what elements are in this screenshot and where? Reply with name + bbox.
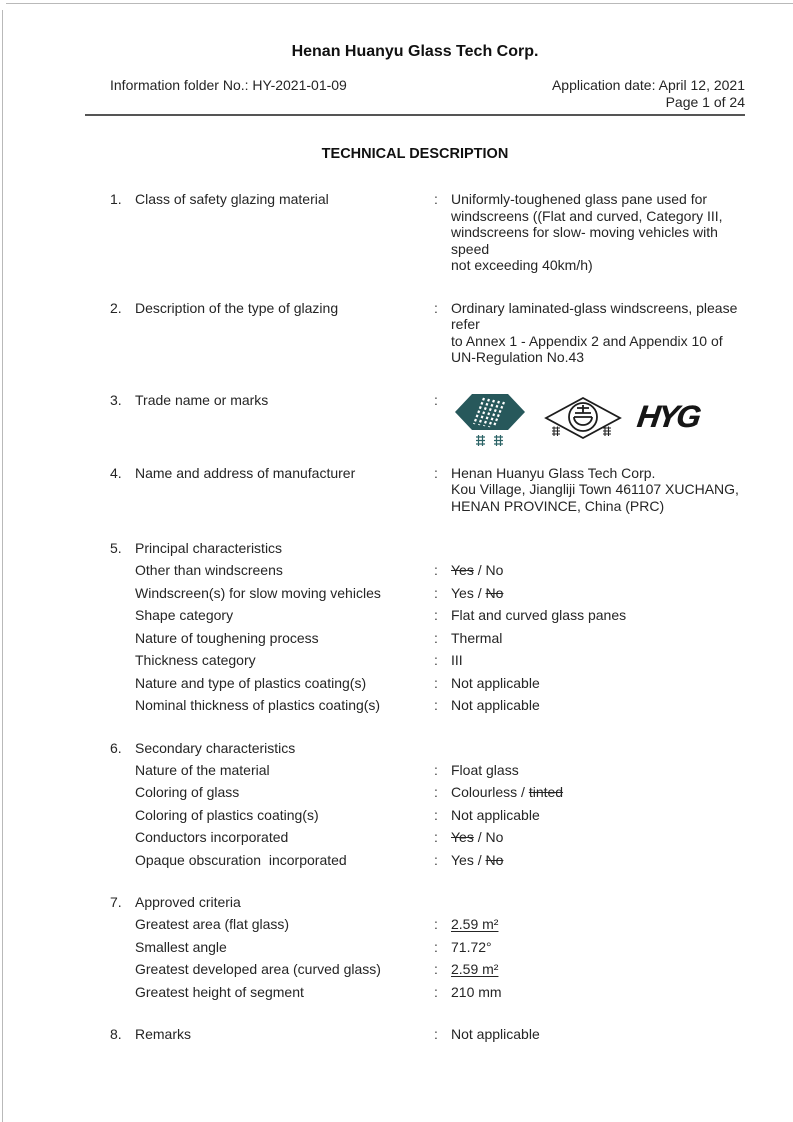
item-colon: :	[434, 829, 438, 845]
value-line	[451, 784, 563, 801]
sub-row-label: Windscreen(s) for slow moving vehicles	[135, 584, 381, 601]
item-colon: :	[434, 391, 438, 408]
value-line	[451, 498, 739, 515]
item-main-row	[85, 1026, 745, 1043]
value-line	[451, 257, 745, 274]
value-segment: 71.72°	[451, 938, 492, 955]
item-sub-row	[85, 829, 745, 846]
value-line	[451, 675, 540, 692]
sub-row-value	[434, 984, 745, 1001]
item-main-row	[85, 740, 745, 756]
value-lines	[451, 852, 503, 869]
item-sub-row	[85, 762, 745, 779]
value-lines	[451, 697, 540, 714]
sub-row-label: Shape category	[135, 607, 234, 623]
items-list	[85, 191, 745, 1043]
sub-row-value	[434, 652, 745, 669]
value-segment: Not applicable	[451, 806, 540, 823]
sub-row-value	[434, 762, 745, 779]
sub-row-label: Greatest developed area (curved glass)	[135, 961, 381, 977]
value-lines	[451, 652, 463, 669]
sub-row-label: Smallest angle	[135, 938, 227, 955]
value-lines	[451, 1026, 540, 1043]
value-segment: tinted	[528, 784, 564, 800]
item-sub-row	[85, 562, 745, 579]
value-segment: / No	[473, 829, 504, 845]
value-segment: to Annex 1 - Appendix 2 and Appendix 10 of	[451, 332, 723, 349]
item-2	[85, 300, 745, 366]
value-lines	[451, 784, 563, 801]
item-colon: :	[434, 806, 438, 823]
item-sub-row	[85, 585, 745, 602]
value-line	[451, 829, 503, 846]
item-number: 4.	[110, 464, 122, 481]
diamond-trademark-logo	[540, 392, 626, 448]
value-segment: / No	[473, 562, 504, 578]
item-label: Description of the type of glazing	[135, 299, 339, 316]
item-colon: :	[434, 584, 438, 601]
item-number: 5.	[110, 540, 122, 556]
sub-row-value	[434, 585, 745, 602]
item-number: 1.	[110, 191, 122, 207]
sub-row-value	[434, 916, 745, 933]
item-main-row	[85, 392, 745, 451]
value-segment: Thermal	[451, 629, 503, 646]
item-sub-row	[85, 984, 745, 1001]
item-label: Trade name or marks	[135, 391, 269, 408]
value-line	[451, 697, 540, 714]
hyg-wordmark: HYG	[634, 399, 702, 434]
value-segment: Float glass	[451, 761, 519, 778]
item-sub-row	[85, 961, 745, 978]
sub-row-value	[434, 961, 745, 978]
sub-row-label: Greatest area (flat glass)	[135, 916, 290, 932]
item-colon: :	[434, 674, 438, 691]
item-colon: :	[434, 1026, 438, 1042]
item-main-row	[85, 300, 745, 366]
sub-row-label: Nominal thickness of plastics coating(s)	[135, 697, 381, 713]
value-line	[451, 333, 745, 350]
value-lines	[451, 562, 503, 579]
item-sub-row	[85, 697, 745, 714]
value-line	[451, 208, 745, 225]
item-sub-row	[85, 675, 745, 692]
value-lines	[451, 465, 739, 515]
value-lines	[451, 585, 503, 602]
value-line	[451, 652, 463, 669]
value-segment: Flat and curved glass panes	[451, 607, 627, 623]
value-line	[451, 961, 498, 978]
item-4	[85, 465, 745, 515]
sub-row-value	[434, 939, 745, 956]
value-lines	[451, 675, 540, 692]
item-sub-row	[85, 784, 745, 801]
item-colon: :	[434, 299, 438, 316]
item-sub-row	[85, 630, 745, 647]
item-value	[434, 191, 745, 274]
item-number: 6.	[110, 739, 122, 756]
sub-row-label: Nature of toughening process	[135, 629, 319, 646]
item-main-row	[85, 540, 745, 556]
value-segment: Colourless /	[451, 784, 529, 800]
value-line	[451, 300, 745, 333]
sub-row-label: Nature and type of plastics coating(s)	[135, 674, 367, 691]
item-3	[85, 392, 745, 451]
value-lines	[451, 762, 519, 779]
value-segment: Not applicable	[451, 1026, 540, 1042]
item-sub-row	[85, 807, 745, 824]
item-colon: :	[434, 851, 438, 868]
info-folder-number: Information folder No.: HY-2021-01-09	[110, 77, 347, 93]
item-label: Approved criteria	[135, 894, 241, 910]
value-line	[451, 630, 502, 647]
value-line	[451, 762, 519, 779]
value-segment: Yes	[451, 829, 474, 845]
item-5	[85, 540, 745, 714]
value-line	[451, 984, 502, 1001]
item-colon: :	[434, 562, 438, 578]
sub-row-label: Opaque obscuration incorporated	[135, 851, 347, 868]
value-line	[451, 465, 739, 482]
value-lines	[451, 300, 745, 366]
value-segment: windscreens for slow- moving vehicles with speed	[451, 224, 722, 257]
sub-row-value	[434, 852, 745, 869]
value-line	[451, 562, 503, 579]
sub-row-value	[434, 675, 745, 692]
value-segment: UN-Regulation No.43	[451, 349, 585, 365]
application-date: Application date: April 12, 2021	[551, 77, 745, 93]
item-colon: :	[434, 784, 438, 800]
item-colon: :	[434, 191, 438, 207]
item-colon: :	[434, 983, 438, 1000]
item-label: Remarks	[135, 1026, 192, 1042]
value-line	[451, 349, 745, 366]
item-label: Name and address of manufacturer	[135, 464, 356, 481]
sub-row-value	[434, 607, 745, 624]
value-lines	[451, 961, 498, 978]
item-value	[434, 300, 745, 366]
item-colon: :	[434, 761, 438, 778]
item-colon: :	[434, 697, 438, 713]
value-line	[451, 585, 503, 602]
value-segment: Yes /	[451, 851, 486, 868]
item-colon: :	[434, 938, 438, 955]
header-meta-row	[85, 77, 745, 94]
item-colon: :	[434, 916, 438, 932]
sub-row-label: Other than windscreens	[135, 562, 283, 578]
item-number: 3.	[110, 391, 122, 408]
value-lines	[451, 807, 540, 824]
hexagon-trademark-logo	[451, 391, 529, 449]
item-6	[85, 740, 745, 869]
value-lines	[451, 939, 492, 956]
sub-row-label: Coloring of plastics coating(s)	[135, 806, 319, 823]
value-segment: not exceeding 40km/h)	[451, 257, 593, 273]
item-label: Class of safety glazing material	[135, 191, 329, 207]
value-segment: HENAN PROVINCE, China (PRC)	[451, 497, 665, 514]
value-segment: Uniformly-toughened glass pane used for	[451, 191, 708, 207]
item-value	[434, 1026, 745, 1043]
sub-row-label: Coloring of glass	[135, 784, 240, 800]
value-line	[451, 916, 498, 933]
item-label: Principal characteristics	[135, 540, 283, 556]
item-number: 2.	[110, 299, 122, 316]
sub-row-value	[434, 562, 745, 579]
value-segment: Not applicable	[451, 674, 540, 691]
value-segment: No	[485, 584, 504, 601]
value-segment: III	[451, 652, 463, 668]
item-label: Secondary characteristics	[135, 739, 296, 756]
item-8	[85, 1026, 745, 1043]
value-segment: No	[485, 851, 504, 868]
page-number: Page 1 of 24	[665, 94, 745, 110]
item-value	[434, 392, 745, 451]
trademark-logos	[451, 389, 702, 451]
value-segment: Ordinary laminated-glass windscreens, please refer	[451, 299, 742, 332]
item-sub-row	[85, 652, 745, 669]
section-title: TECHNICAL DESCRIPTION	[321, 146, 509, 162]
sub-row-label: Nature of the material	[135, 761, 270, 778]
value-line	[451, 807, 540, 824]
scan-edge-left	[2, 10, 3, 1122]
item-colon: :	[434, 629, 438, 646]
sub-row-value	[434, 829, 745, 846]
hexagon-cjk-characters	[476, 435, 503, 446]
item-sub-row	[85, 852, 745, 869]
value-lines	[451, 829, 503, 846]
item-number: 8.	[110, 1026, 122, 1042]
item-colon: :	[434, 464, 438, 481]
page-content	[85, 0, 745, 1069]
sub-row-value	[434, 697, 745, 714]
value-line	[451, 607, 626, 624]
value-lines	[451, 630, 502, 647]
sub-row-value	[434, 784, 745, 801]
value-segment: 2.59 m²	[451, 916, 499, 932]
item-sub-row	[85, 939, 745, 956]
header-rule	[85, 114, 745, 116]
sub-row-value	[434, 630, 745, 647]
value-segment: Kou Village, Jiangliji Town 461107 XUCHANG,	[451, 481, 739, 497]
value-lines	[451, 607, 626, 624]
item-colon: :	[434, 652, 438, 668]
item-colon: :	[434, 607, 438, 623]
value-line	[451, 852, 503, 869]
value-lines	[451, 916, 498, 933]
item-colon: :	[434, 961, 438, 977]
item-sub-row	[85, 607, 745, 624]
value-lines	[451, 984, 502, 1001]
item-number: 7.	[110, 894, 122, 910]
value-lines	[451, 191, 745, 274]
value-segment: Yes /	[451, 584, 486, 601]
item-1	[85, 191, 745, 274]
item-value	[434, 465, 745, 515]
sub-row-value	[434, 807, 745, 824]
value-segment: windscreens ((Flat and curved, Category III,	[451, 207, 723, 224]
item-main-row	[85, 465, 745, 515]
item-main-row	[85, 894, 745, 910]
value-line	[451, 939, 492, 956]
company-title: Henan Huanyu Glass Tech Corp.	[291, 43, 539, 60]
value-line	[451, 481, 739, 498]
value-line	[451, 191, 745, 208]
value-segment: 2.59 m²	[451, 961, 499, 977]
item-7	[85, 894, 745, 1000]
value-line	[451, 224, 745, 257]
item-sub-row	[85, 916, 745, 933]
value-segment: 210 mm	[451, 983, 502, 1000]
value-segment: Henan Huanyu Glass Tech Corp.	[451, 464, 656, 481]
value-segment: Yes	[451, 562, 474, 578]
sub-row-label: Thickness category	[135, 652, 256, 668]
sub-row-label: Greatest height of segment	[135, 983, 304, 1000]
value-segment: Not applicable	[451, 697, 540, 713]
sub-row-label: Conductors incorporated	[135, 829, 289, 845]
item-main-row	[85, 191, 745, 274]
value-line	[451, 1026, 540, 1043]
